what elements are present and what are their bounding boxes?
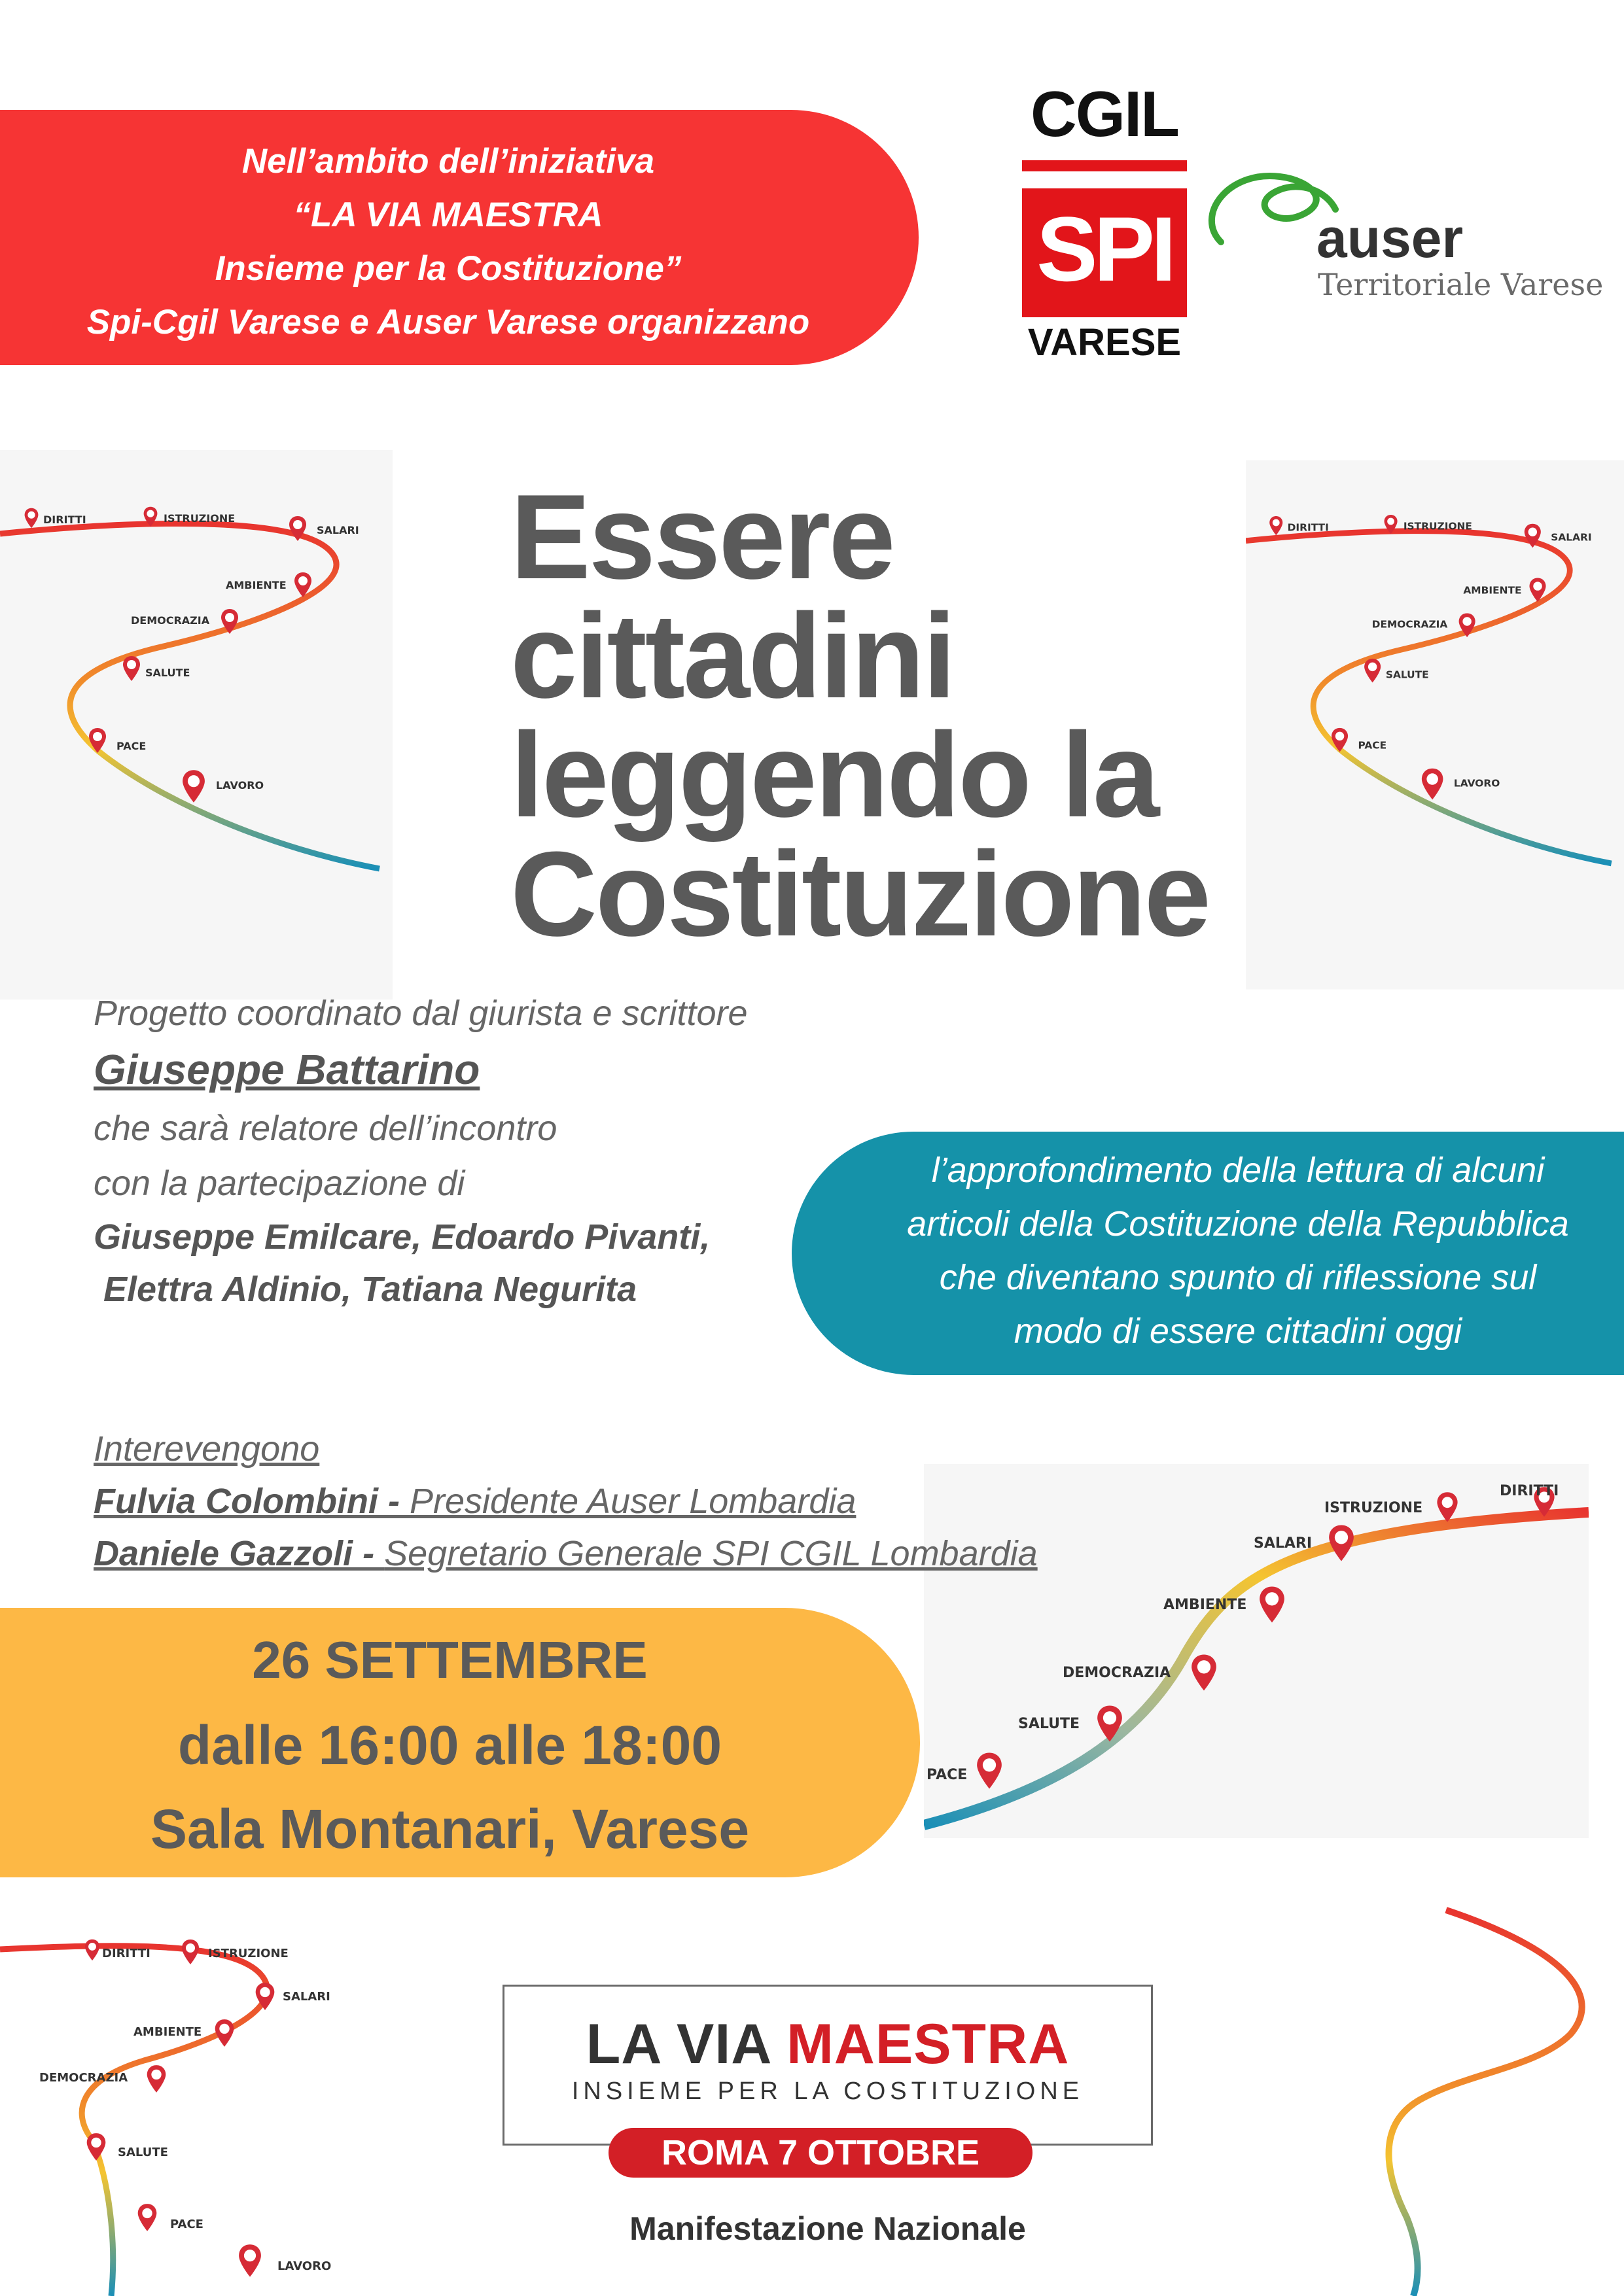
- manifestazione-label: Manifestazione Nazionale: [629, 2210, 1026, 2247]
- map-label-salari: SALARI: [1254, 1535, 1313, 1552]
- map-label-democrazia: DEMOCRAZIA: [1063, 1665, 1171, 1681]
- participants-line-1: Giuseppe Emilcare, Edoardo Pivanti,: [94, 1217, 711, 1257]
- speaker-name: Giuseppe Battarino: [94, 1046, 480, 1093]
- road-map-bottom-left: [0, 1917, 366, 2296]
- road-map-left: [0, 450, 393, 1000]
- speaker-role: che sarà relatore dell’incontro: [94, 1109, 557, 1148]
- project-intro: Progetto coordinato dal giurista e scrittore: [94, 994, 748, 1033]
- participants-line-2: Elettra Aldinio, Tatiana Negurita: [94, 1270, 637, 1309]
- speaker-1: [94, 1481, 856, 1522]
- map-label-pace: PACE: [1358, 739, 1387, 752]
- map-label-ambiente: AMBIENTE: [1463, 584, 1522, 597]
- auser-logo-subtitle: Territoriale Varese: [1318, 267, 1604, 302]
- speaker-2: [94, 1533, 1038, 1574]
- map-label-ambiente: AMBIENTE: [1163, 1597, 1247, 1613]
- map-label-democrazia: DEMOCRAZIA: [39, 2071, 128, 2085]
- map-label-pace: PACE: [927, 1767, 968, 1783]
- map-label-lavoro: LAVORO: [277, 2259, 332, 2273]
- description-line-3: che diventano spunto di riflessione sul: [939, 1258, 1537, 1297]
- map-label-salute: SALUTE: [118, 2146, 168, 2159]
- map-label-diritti: DIRITTI: [102, 1947, 150, 1960]
- description-line-4: modo di essere cittadini oggi: [1014, 1312, 1462, 1351]
- speaker-2-role: Segretario Generale SPI CGIL Lombardia: [384, 1534, 1038, 1573]
- map-label-istruzione: ISTRUZIONE: [208, 1947, 289, 1960]
- event-date: 26 SETTEMBRE: [252, 1631, 648, 1689]
- description-line-2: articoli della Costituzione della Repubblica: [907, 1204, 1569, 1244]
- map-label-istruzione: ISTRUZIONE: [164, 512, 236, 525]
- cgil-logo-text: CGIL: [1030, 78, 1179, 150]
- speaker-2-name: Daniele Gazzoli -: [94, 1534, 385, 1573]
- speakers-heading: Interevengono: [94, 1429, 320, 1469]
- road-map-right: [1246, 450, 1624, 1000]
- event-time: dalle 16:00 alle 18:00: [177, 1714, 722, 1776]
- event-banner: [0, 1608, 920, 1877]
- roma-date-badge: ROMA 7 OTTOBRE: [609, 2128, 1033, 2178]
- description-banner: [792, 1132, 1624, 1375]
- speaker-1-name: Fulvia Colombini -: [94, 1482, 410, 1521]
- la-via-maestra-title-a: LA VIA: [586, 2013, 787, 2076]
- spi-logo-text: SPI: [1036, 198, 1173, 300]
- map-label-diritti: DIRITTI: [43, 513, 86, 526]
- auser-logo-text: auser: [1316, 207, 1464, 269]
- intro-line-2: “LA VIA MAESTRA: [293, 196, 603, 234]
- participation-label: con la partecipazione di: [94, 1164, 465, 1203]
- description-line-1: l’approfondimento della lettura di alcuni: [931, 1151, 1545, 1190]
- intro-banner: [0, 110, 919, 365]
- la-via-maestra-title-b: MAESTRA: [786, 2013, 1070, 2076]
- spi-logo-band: [1022, 171, 1187, 188]
- intro-line-1: Nell’ambito dell’iniziativa: [241, 142, 655, 181]
- map-label-salute: SALUTE: [145, 667, 190, 679]
- title-line-4: Costituzione: [510, 826, 1209, 961]
- road-map-bottom-right: [1348, 1904, 1610, 2296]
- speaker-1-role: Presidente Auser Lombardia: [410, 1482, 856, 1521]
- map-label-salari: SALARI: [1551, 531, 1592, 544]
- map-label-diritti: DIRITTI: [1287, 521, 1329, 534]
- title-line-1: Essere: [510, 469, 894, 604]
- intro-line-4: Spi-Cgil Varese e Auser Varese organizzano: [86, 303, 810, 341]
- map-label-pace: PACE: [116, 740, 147, 752]
- map-label-lavoro: LAVORO: [1453, 777, 1500, 790]
- map-label-pace: PACE: [170, 2218, 203, 2231]
- map-label-diritti: DIRITTI: [1500, 1483, 1559, 1499]
- map-label-istruzione: ISTRUZIONE: [1324, 1500, 1423, 1516]
- title-line-3: leggendo la: [510, 707, 1158, 842]
- map-label-democrazia: DEMOCRAZIA: [131, 614, 210, 627]
- map-label-salute: SALUTE: [1385, 669, 1429, 681]
- map-label-istruzione: ISTRUZIONE: [1403, 520, 1472, 532]
- event-place: Sala Montanari, Varese: [150, 1798, 750, 1860]
- map-label-democrazia: DEMOCRAZIA: [1371, 618, 1448, 631]
- intro-line-3: Insieme per la Costituzione”: [215, 249, 682, 288]
- map-label-ambiente: AMBIENTE: [226, 579, 287, 591]
- map-label-salute: SALUTE: [1018, 1716, 1080, 1732]
- map-label-salari: SALARI: [317, 524, 359, 536]
- road-map-middle: [924, 1464, 1589, 1838]
- title-line-2: cittadini: [510, 588, 955, 723]
- la-via-maestra-title: [503, 2012, 1153, 2077]
- varese-logo-text: VARESE: [1027, 321, 1182, 364]
- map-label-lavoro: LAVORO: [216, 779, 264, 791]
- la-via-maestra-subtitle: INSIEME PER LA COSTITUZIONE: [571, 2078, 1084, 2105]
- map-label-salari: SALARI: [283, 1990, 330, 2004]
- map-label-ambiente: AMBIENTE: [133, 2025, 202, 2039]
